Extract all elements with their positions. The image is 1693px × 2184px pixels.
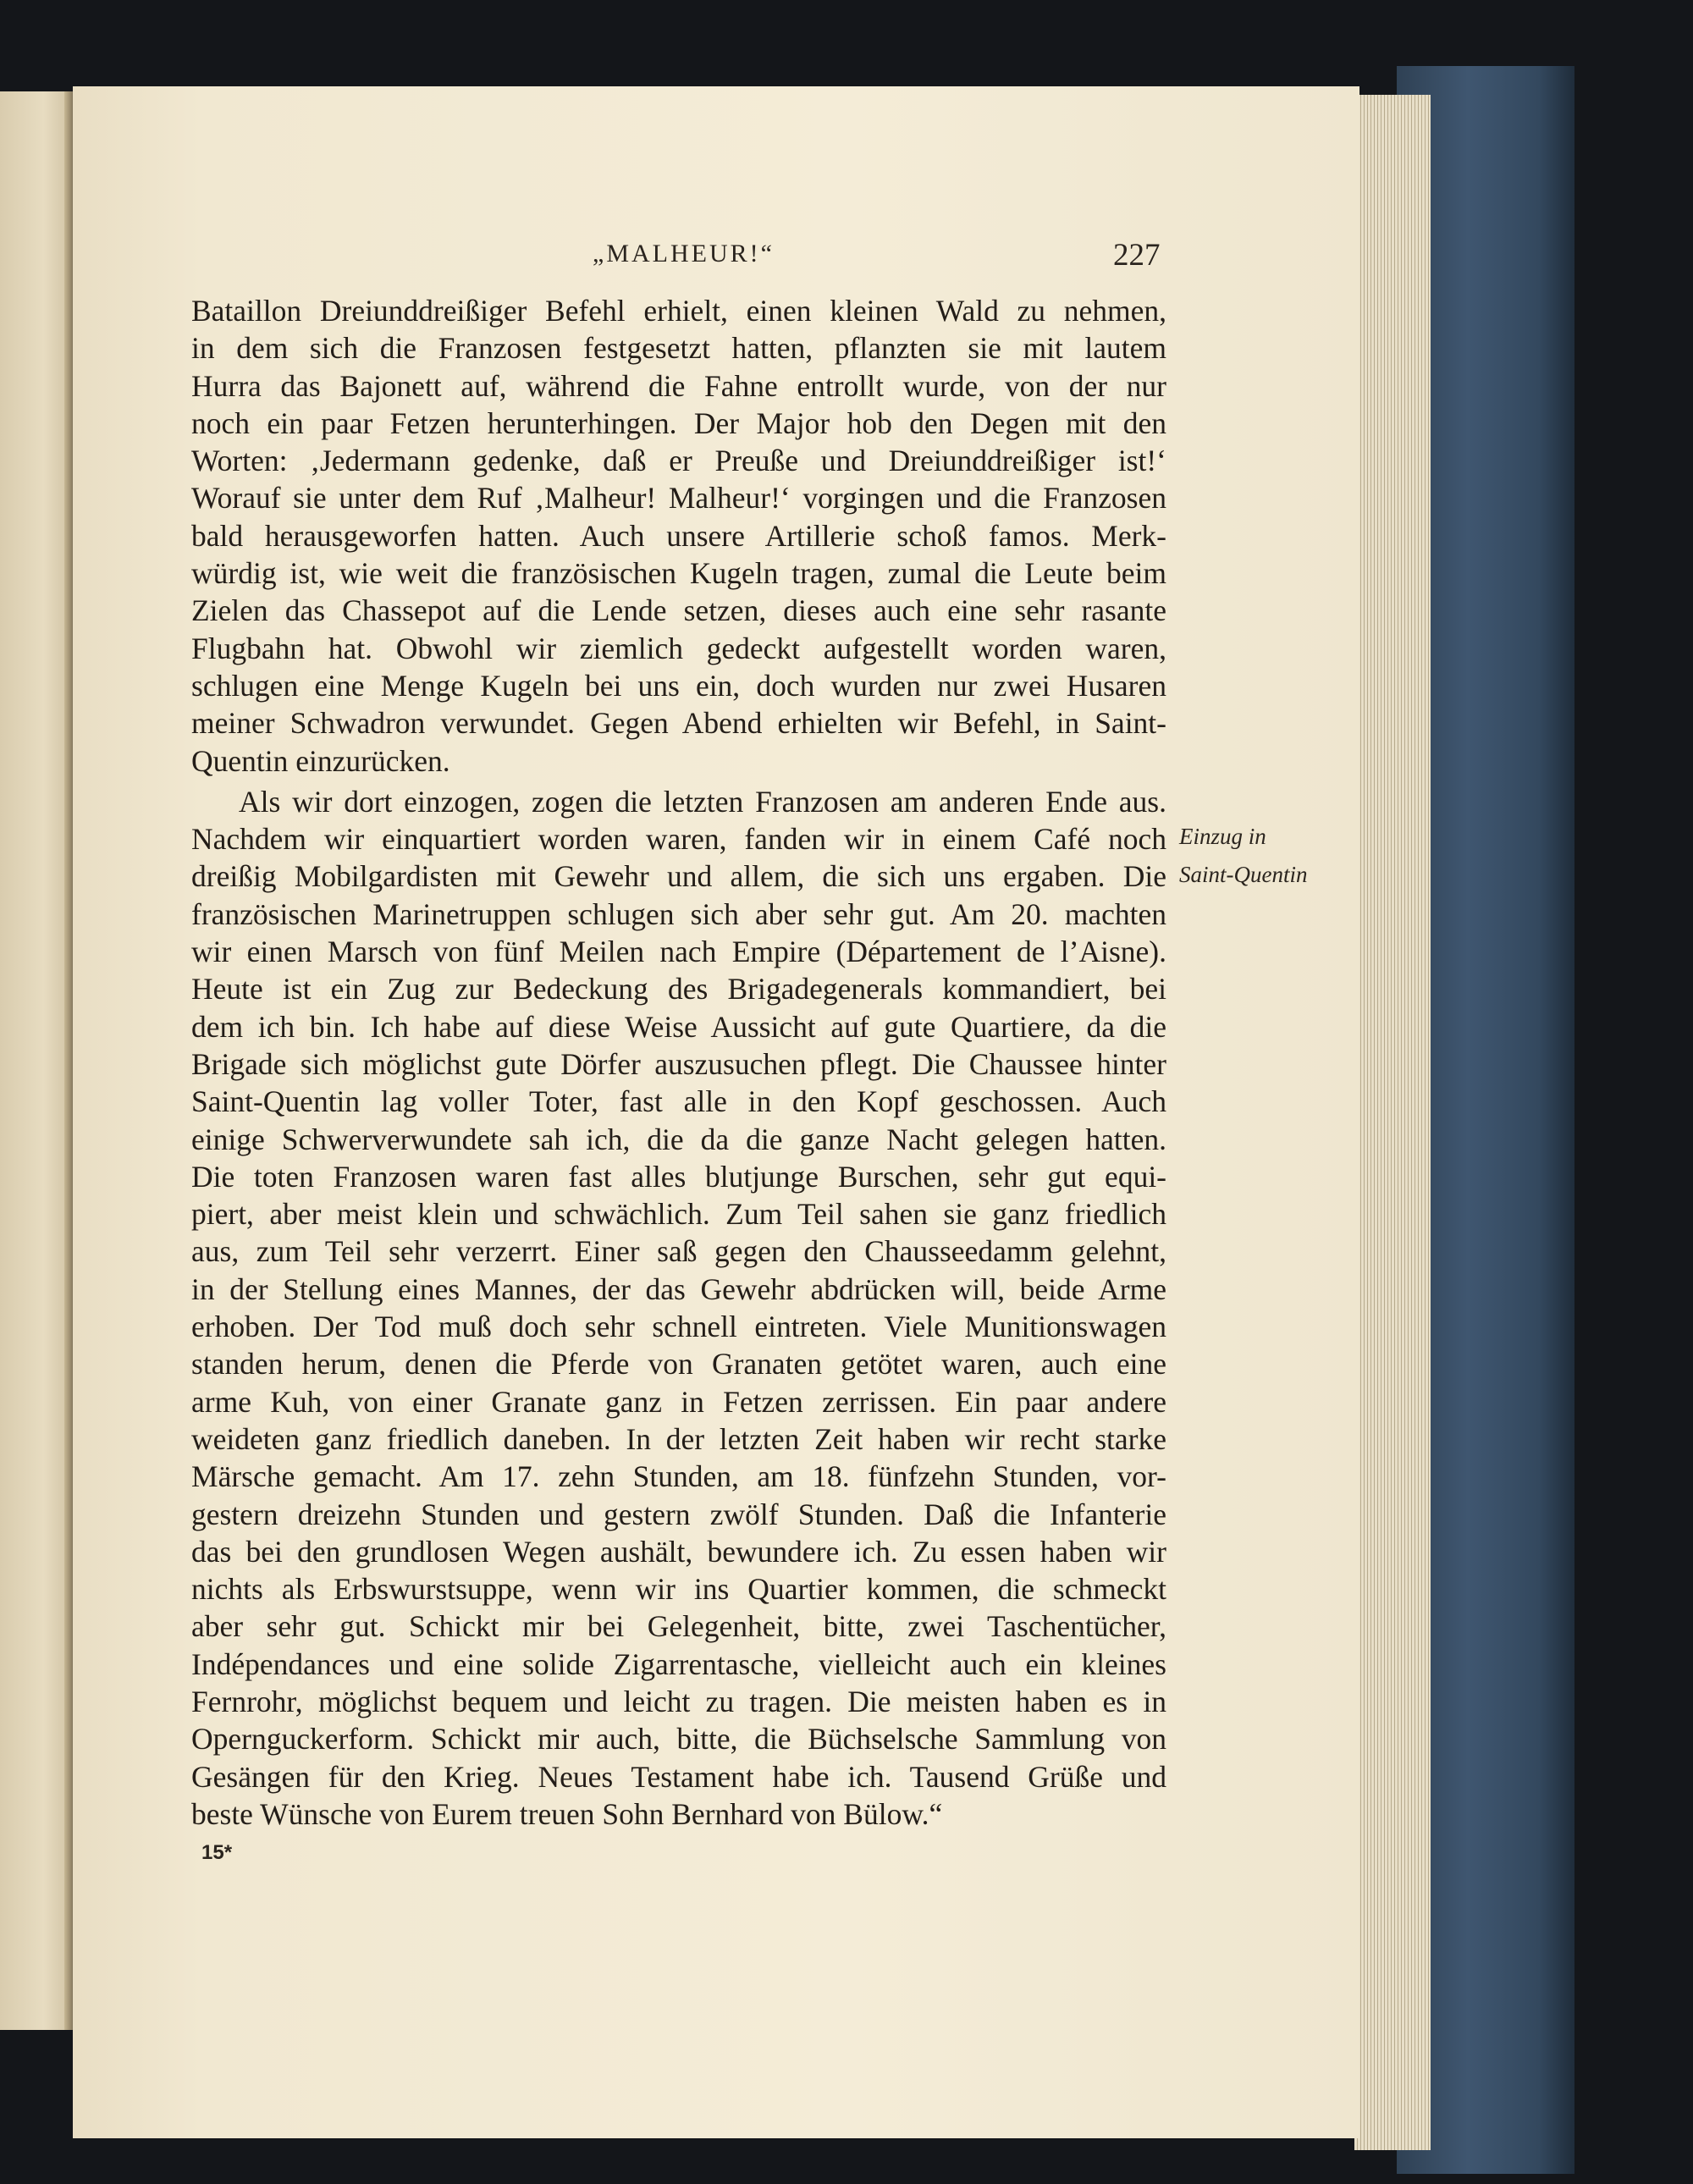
- text-line: noch ein paar Fetzen herunterhingen. Der Major hob den Degen mit den: [191, 405, 1166, 440]
- text-line: arme Kuh, von einer Granate ganz in Fetzen zerrissen. Ein paar andere: [191, 1384, 1166, 1419]
- text-line: in dem sich die Franzosen festgesetzt hatten, pflanzten sie mit lautem: [191, 331, 1166, 366]
- text-line: Nachdem wir einquartiert worden waren, fanden wir in einem Café noch: [191, 822, 1166, 857]
- text-line: Als wir dort einzogen, zogen die letzten Franzosen am anderen Ende aus.: [239, 784, 1166, 819]
- page-number: 227: [1113, 238, 1161, 273]
- marginal-note-line: Einzug in: [1179, 824, 1266, 849]
- facing-page-edge: [0, 91, 73, 2030]
- text-line: Opernguckerform. Schickt mir auch, bitte, die Büchselsche Sammlung von: [191, 1722, 1166, 1757]
- text-line: gestern dreizehn Stunden und gestern zwölf Stunden. Daß die Infanterie: [191, 1497, 1166, 1531]
- text-line: aber sehr gut. Schickt mir bei Gelegenheit, bitte, zwei Taschentücher,: [191, 1609, 1166, 1644]
- running-head: „MALHEUR!“: [593, 240, 775, 267]
- text-line: nichts als Erbswurstsuppe, wenn wir ins Quartier kommen, die schmeckt: [191, 1572, 1166, 1607]
- marginal-note-line: Saint-Quentin: [1179, 862, 1308, 887]
- text-line: bald herausgeworfen hatten. Auch unsere Artillerie schoß famos. Merk-: [191, 518, 1166, 553]
- signature-mark: 15*: [201, 1841, 233, 1864]
- text-line: wir einen Marsch von fünf Meilen nach Empire (Département de l’Aisne).: [191, 935, 1166, 969]
- text-line: Indépendances und eine solide Zigarrentasche, vielleicht auch ein kleines: [191, 1646, 1166, 1681]
- text-line: piert, aber meist klein und schwächlich. Zum Teil sahen sie ganz friedlich: [191, 1197, 1166, 1232]
- text-line: Flugbahn hat. Obwohl wir ziemlich gedeckt aufgestellt worden waren,: [191, 631, 1166, 665]
- text-line: Saint-Quentin lag voller Toter, fast alle in den Kopf geschossen. Auch: [191, 1084, 1166, 1119]
- text-line: Heute ist ein Zug zur Bedeckung des Brigadegenerals kommandiert, bei: [191, 972, 1166, 1007]
- text-line: standen herum, denen die Pferde von Granaten getötet waren, auch eine: [191, 1347, 1166, 1382]
- marginal-note: [1179, 818, 1307, 894]
- text-line: einige Schwerverwundete sah ich, die da die ganze Nacht gelegen hatten.: [191, 1122, 1166, 1156]
- text-line: beste Wünsche von Eurem treuen Sohn Bernhard von Bülow.“: [191, 1796, 943, 1831]
- text-line: dem ich bin. Ich habe auf diese Weise Aussicht auf gute Quartiere, da die: [191, 1009, 1166, 1044]
- text-line: Quentin einzurücken.: [191, 743, 450, 778]
- text-line: Zielen das Chassepot auf die Lende setzen, dieses auch eine sehr rasante: [191, 593, 1166, 628]
- text-line: Brigade sich möglichst gute Dörfer auszusuchen pflegt. Die Chaussee hinter: [191, 1046, 1166, 1081]
- text-line: Worten: ‚Jedermann gedenke, daß er Preuße und Dreiunddreißiger ist!‘: [191, 444, 1166, 478]
- text-line: Gesängen für den Krieg. Neues Testament habe ich. Tausend Grüße und: [191, 1759, 1166, 1794]
- text-line: dreißig Mobilgardisten mit Gewehr und allem, die sich uns ergaben. Die: [191, 859, 1166, 894]
- text-line: französischen Marinetruppen schlugen sich aber sehr gut. Am 20. machten: [191, 896, 1166, 931]
- text-line: Hurra das Bajonett auf, während die Fahne entrollt wurde, von der nur: [191, 368, 1166, 403]
- text-line: Die toten Franzosen waren fast alles blutjunge Burschen, sehr gut equi-: [191, 1159, 1166, 1194]
- text-line: aus, zum Teil sehr verzerrt. Einer saß gegen den Chausseedamm gelehnt,: [191, 1234, 1166, 1269]
- text-line: erhoben. Der Tod muß doch sehr schnell eintreten. Viele Munitionswagen: [191, 1310, 1166, 1344]
- text-line: meiner Schwadron verwundet. Gegen Abend erhielten wir Befehl, in Saint-: [191, 706, 1166, 741]
- text-line: schlugen eine Menge Kugeln bei uns ein, doch wurden nur zwei Husaren: [191, 668, 1166, 703]
- text-line: weideten ganz friedlich daneben. In der letzten Zeit haben wir recht starke: [191, 1421, 1166, 1456]
- text-line: Worauf sie unter dem Ruf ‚Malheur! Malheur!‘ vorgingen und die Franzosen: [191, 481, 1166, 516]
- text-line: das bei den grundlosen Wegen aushält, bewundere ich. Zu essen haben wir: [191, 1534, 1166, 1569]
- body-text: [191, 292, 1166, 1833]
- text-line: Fernrohr, möglichst bequem und leicht zu tragen. Die meisten haben es in: [191, 1684, 1166, 1718]
- text-line: würdig ist, wie weit die französischen Kugeln tragen, zumal die Leute beim: [191, 556, 1166, 591]
- text-line: in der Stellung eines Mannes, der das Gewehr abdrücken will, beide Arme: [191, 1271, 1166, 1306]
- page-edges: [1354, 95, 1431, 2150]
- text-line: Bataillon Dreiunddreißiger Befehl erhielt, einen kleinen Wald zu nehmen,: [191, 294, 1166, 328]
- text-line: Märsche gemacht. Am 17. zehn Stunden, am 18. fünfzehn Stunden, vor-: [191, 1459, 1166, 1494]
